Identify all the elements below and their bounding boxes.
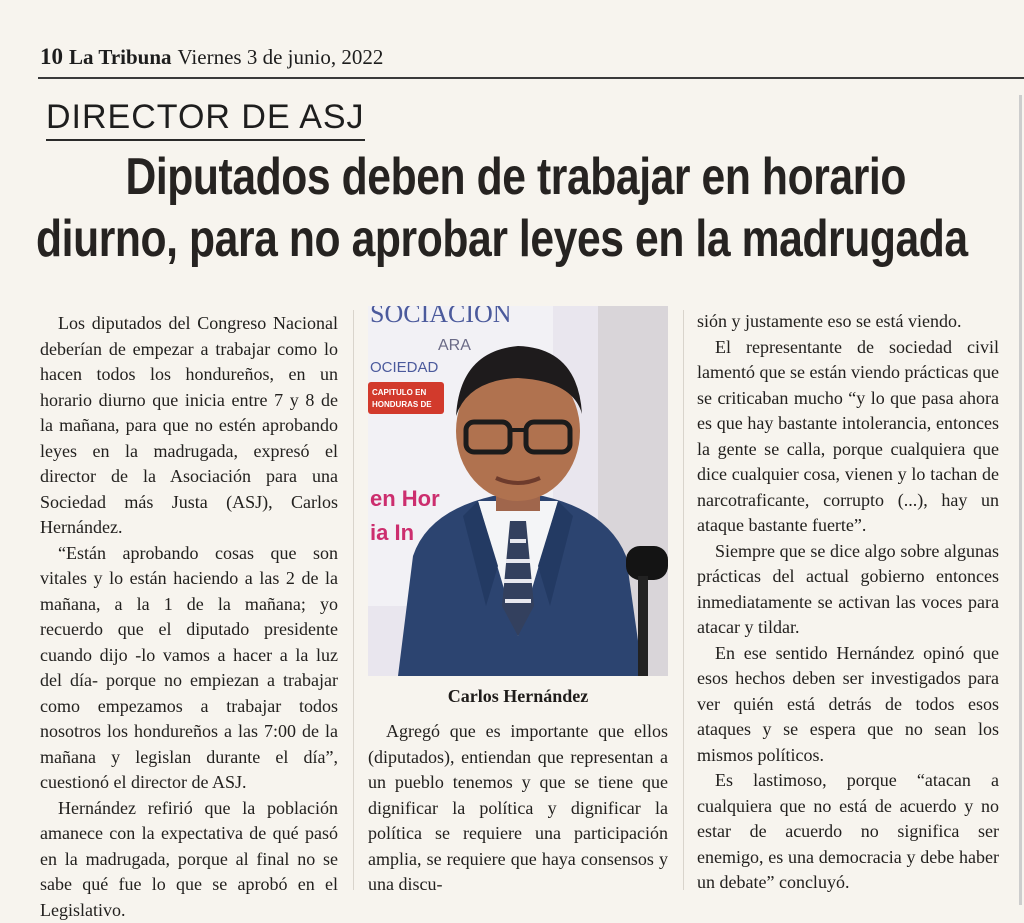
portrait-illustration — [368, 306, 668, 676]
article-column-2 — [368, 719, 668, 898]
section-kicker: DIRECTOR DE ASJ — [46, 98, 365, 141]
paragraph: En ese sentido Hernández opinó que esos hechos deben ser investigados para ver quién está detrás de todos esos ataques y se espera que no sean los mismos políticos. — [697, 641, 999, 769]
banner-text: en Hor — [370, 486, 440, 511]
headline — [36, 146, 823, 270]
page-number: 10 — [40, 44, 63, 69]
newspaper-name: La Tribuna — [69, 45, 172, 69]
column-divider — [353, 310, 354, 890]
photo-caption: Carlos Hernández — [368, 686, 668, 707]
masthead — [40, 44, 383, 70]
paragraph: Siempre que se dice algo sobre algunas prácticas del actual gobierno entonces inmediatamente se activan las voces para atacar y tildar. — [697, 539, 999, 641]
banner-text: SOCIACION — [370, 306, 512, 328]
paragraph-continuation: sión y justamente eso se está viendo. — [697, 309, 999, 335]
article-column-3 — [697, 309, 999, 896]
headline-line-1: Diputados deben de trabajar en horario — [36, 146, 995, 208]
banner-text: HONDURAS DE — [372, 400, 432, 409]
paragraph: Agregó que es importante que ellos (diputados), entiendan que representan a un pueblo tenemos y que se tiene que dignificar la política y dignificar la política se requiere una participación amplia, se requiere que haya consensos y una discu- — [368, 719, 668, 898]
column-divider — [683, 310, 684, 890]
issue-date: Viernes 3 de junio, 2022 — [178, 45, 384, 69]
banner-text: ARA — [438, 337, 471, 354]
paragraph: Hernández refirió que la población amanece con la expectativa de qué pasó en la madrugada, porque al final no se sabe qué fue lo que se aprobó en el Legislativo. — [40, 796, 338, 923]
paragraph: “Están aprobando cosas que son vitales y lo están haciendo a las 2 de la mañana, a la 1 de la mañana; yo recuerdo que el diputado presidente cuando dijo -lo vamos a hacer a la luz del día- porque no empiezan a trabajar como empezamos a trabajar todos nosotros los hondureños a las 7:00 de la mañana y legislan durante el día”, cuestionó el director de ASJ. — [40, 541, 338, 796]
banner-text: CAPITULO EN — [372, 388, 426, 397]
headline-line-2: diurno, para no aprobar leyes en la madrugada — [36, 208, 995, 270]
paragraph: Los diputados del Congreso Nacional deberían de empezar a trabajar como lo hacen todos los hondureños, en un horario diurno que inicia entre 7 y 8 de la mañana, para que no estén aprobando leyes en la madrugada, expresó el director de la Asociación para una Sociedad más Justa (ASJ), Carlos Hernández. — [40, 311, 338, 541]
page-gutter-edge — [1019, 95, 1022, 905]
paragraph: El representante de sociedad civil lamentó que se están viendo prácticas que se criticaban mucho “y lo que pasa ahora es que hay bastante intolerancia, entonces la gente se calla, porque cualquiera que dice cualquier cosa, vienen y lo tachan de narcotraficante, corrupto (...), hay un ataque bastante fuerte”. — [697, 335, 999, 539]
portrait-photo — [368, 306, 668, 676]
paragraph: Es lastimoso, porque “atacan a cualquiera que no está de acuerdo y no estar de acuerdo no significa ser enemigo, es una democracia y debe haber un debate” concluyó. — [697, 768, 999, 896]
article-column-1 — [40, 311, 338, 923]
masthead-rule — [38, 77, 1024, 79]
banner-text: ia In — [370, 520, 414, 545]
banner-text: OCIEDAD — [370, 359, 439, 376]
